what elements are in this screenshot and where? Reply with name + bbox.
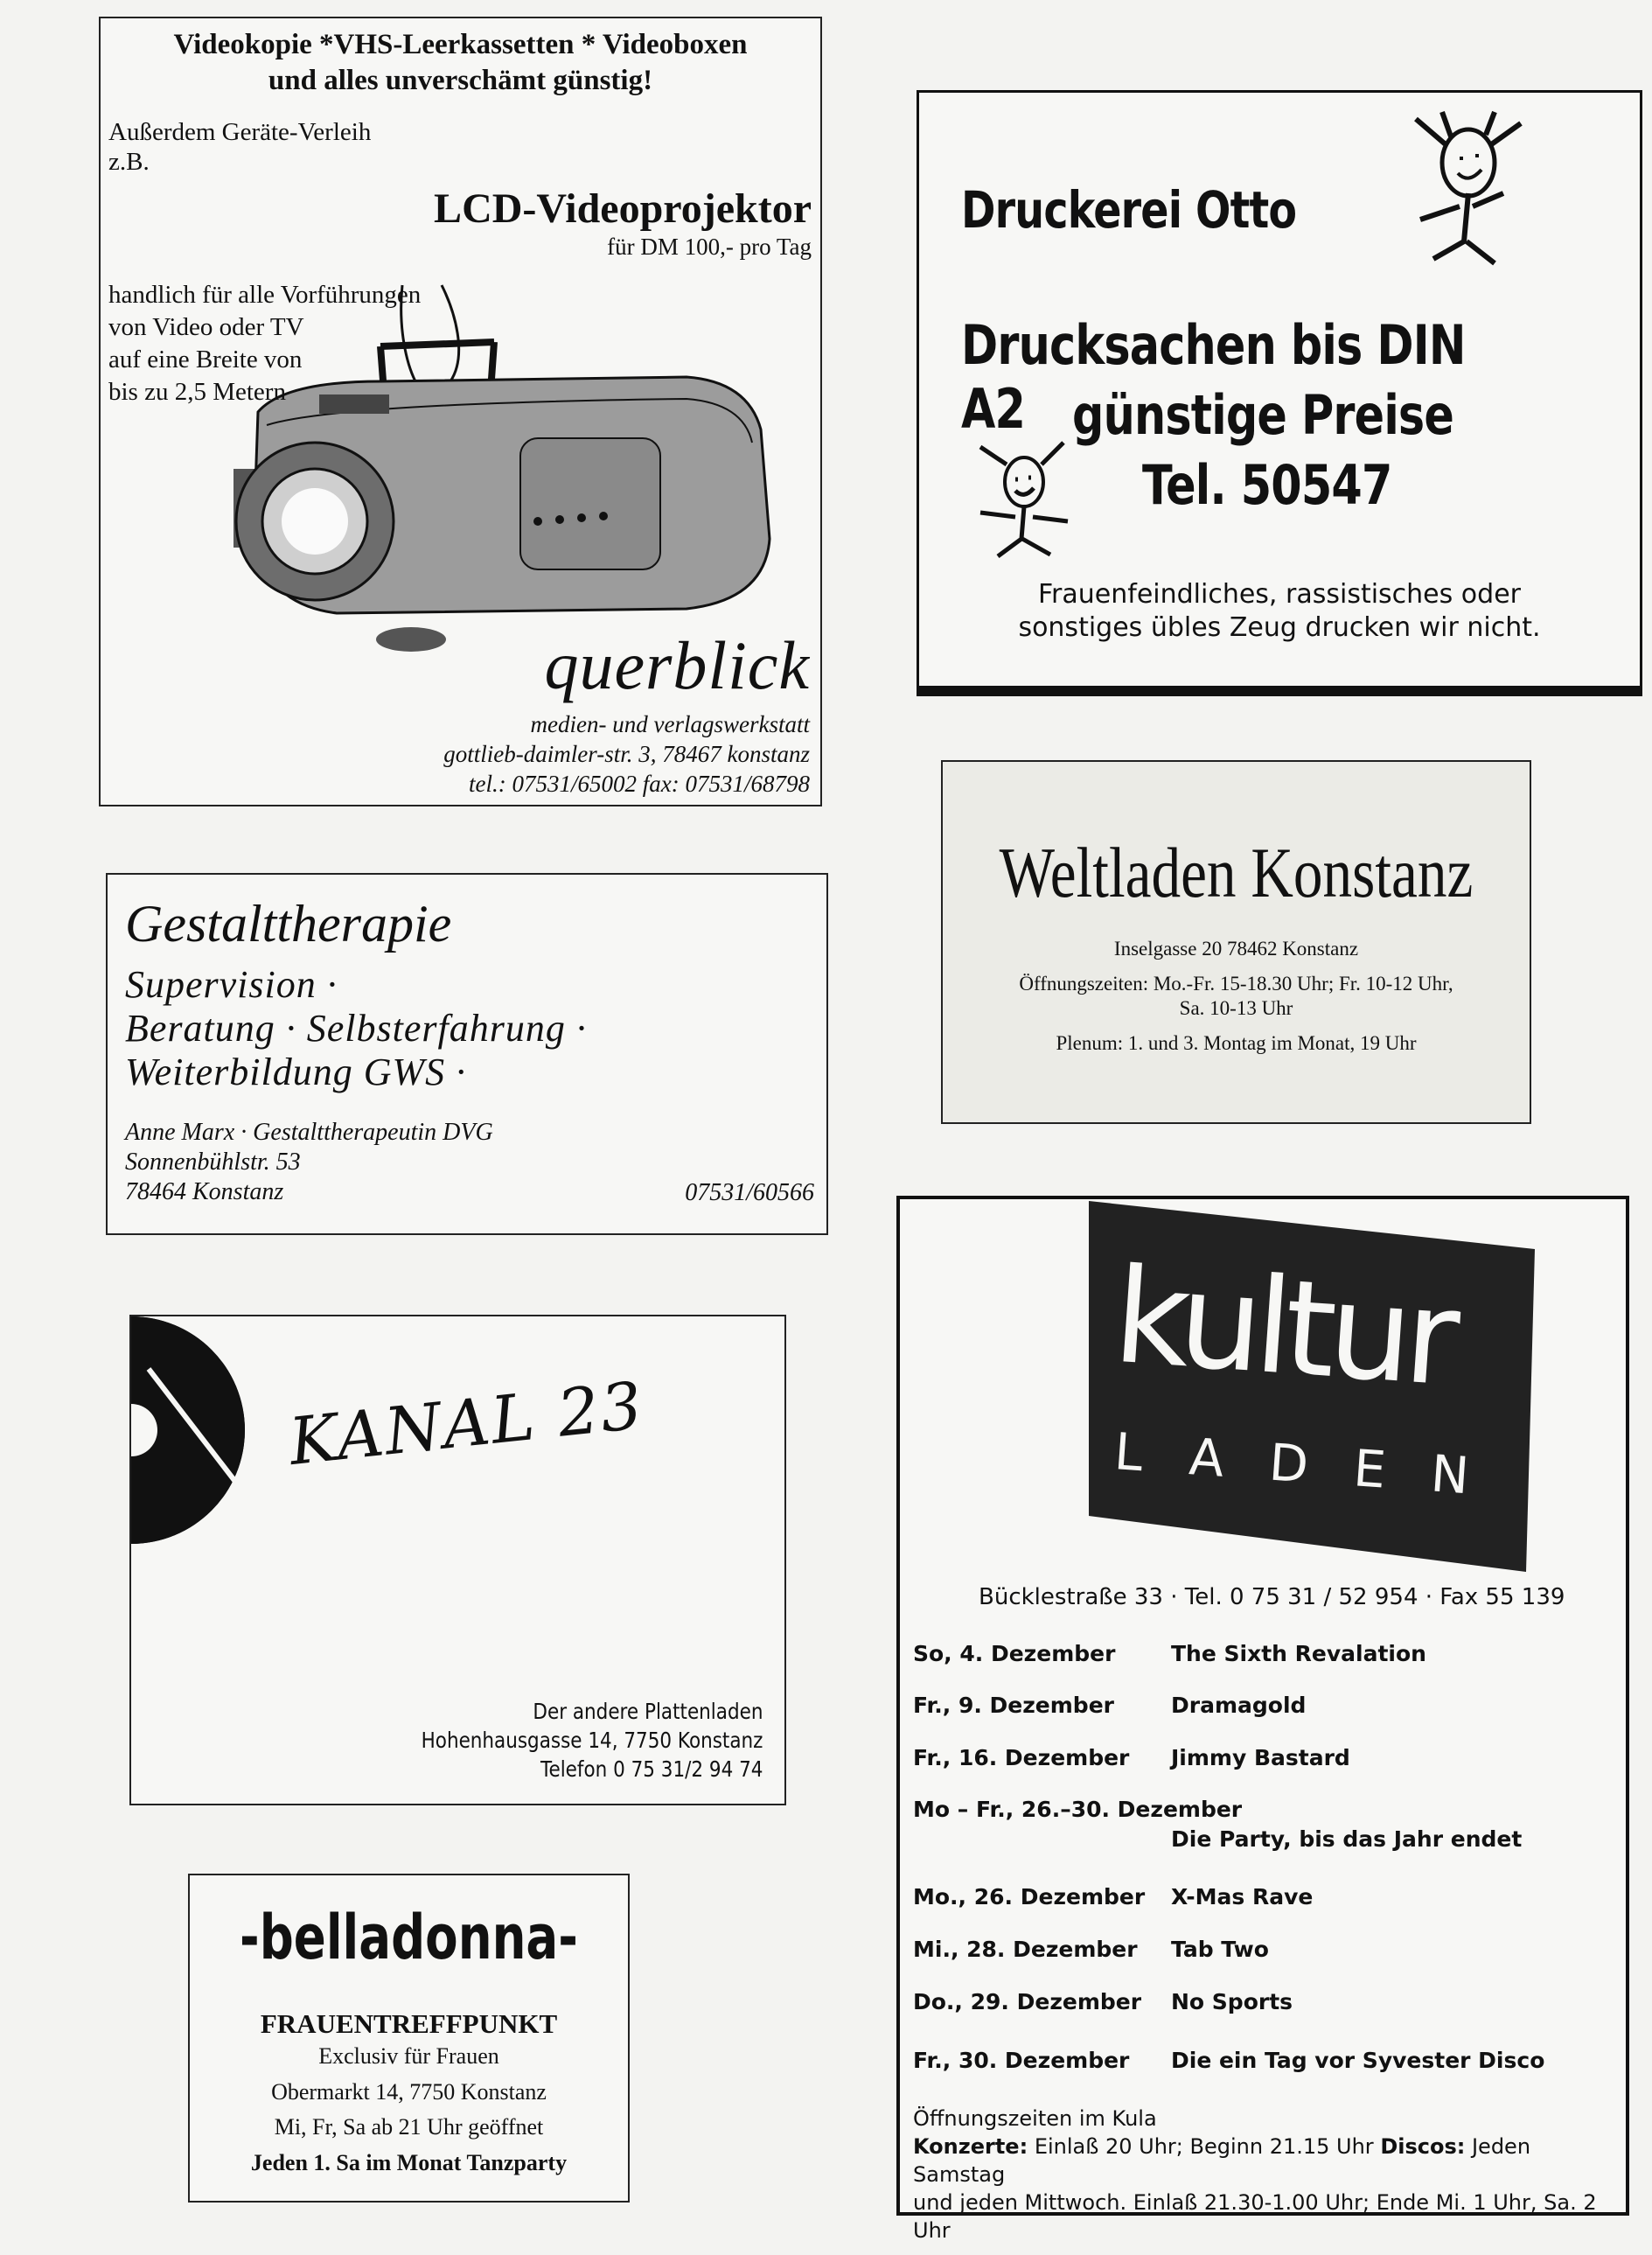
lcd-desc-3: auf eine Breite von [108, 346, 303, 374]
gestalt-contact-2: Sonnenbühlstr. 53 [125, 1148, 301, 1176]
weltladen-hours-1: Öffnungszeiten: Mo.-Fr. 15-18.30 Uhr; Fr. 10-12 Uhr, [1019, 973, 1453, 995]
kultur-logo-sub: LADEN [1112, 1421, 1516, 1509]
event-date: Mi., 28. Dezember [913, 1937, 1138, 1962]
kanal-line-3: Telefon 0 75 31/2 94 74 [540, 1756, 763, 1782]
druckerei-line-1: Drucksachen bis DIN A2 [961, 313, 1466, 441]
druckerei-note-1: Frauenfeindliches, rassistisches oder [1037, 579, 1521, 610]
event-date: Fr., 16. Dezember [913, 1745, 1130, 1770]
kultur-hours-konzerte: Einlaß 20 Uhr; Beginn 21.15 Uhr [1028, 2134, 1381, 2159]
event-name: Die ein Tag vor Syvester Disco [1171, 2048, 1545, 2073]
weltladen-plenum: Plenum: 1. und 3. Montag im Monat, 19 Uhr [1056, 1032, 1417, 1054]
weltladen-ad [941, 760, 1531, 1124]
lcd-title: LCD-Videoprojektor [434, 185, 812, 232]
bella-line-3: Obermarkt 14, 7750 Konstanz [271, 2079, 547, 2105]
kanal-line-2: Hohenhausgasse 14, 7750 Konstanz [421, 1728, 763, 1753]
druckerei-line-2: günstige Preise [1072, 383, 1454, 447]
bella-line-4: Mi, Fr, Sa ab 21 Uhr geöffnet [274, 2114, 544, 2140]
lcd-desc-1: handlich für alle Vorführungen [108, 281, 422, 309]
event-name: Jimmy Bastard [1171, 1745, 1350, 1770]
event-date: So, 4. Dezember [913, 1641, 1116, 1666]
lcd-desc-2: von Video oder TV [108, 313, 304, 341]
weltladen-title: Weltladen Konstanz [999, 833, 1474, 912]
event-date: Fr., 30. Dezember [913, 2048, 1130, 2073]
querblick-brand: querblick [544, 627, 810, 703]
video-headline-1: Videokopie *VHS-Leerkassetten * Videoboxen [173, 29, 748, 60]
druckerei-ad [917, 90, 1642, 696]
druckerei-note-2: sonstiges übles Zeug drucken wir nicht. [1018, 612, 1541, 643]
lcd-price: für DM 100,- pro Tag [607, 234, 812, 260]
video-extra-1: Außerdem Geräte-Verleih [108, 118, 372, 146]
kanal-line-1: Der andere Plattenladen [532, 1699, 763, 1724]
kultur-hours-konzerte-label: Konzerte: [913, 2134, 1028, 2159]
druckerei-phone: Tel. 50547 [1142, 453, 1392, 517]
querblick-address: gottlieb-daimler-str. 3, 78467 konstanz [443, 741, 810, 767]
small-cartoon-figure-icon [967, 434, 1081, 565]
bella-line-2: Exclusiv für Frauen [318, 2043, 499, 2069]
kultur-hours-title: Öffnungszeiten im Kula [913, 2106, 1157, 2131]
cartoon-figure-icon [1398, 110, 1530, 276]
gestalt-title: Gestalttherapie [125, 895, 452, 953]
event-date: Mo., 26. Dezember [913, 1884, 1146, 1909]
druckerei-title: Druckerei Otto [961, 180, 1297, 240]
event-name: X-Mas Rave [1171, 1884, 1314, 1909]
belladonna-title: -belladonna- [240, 1902, 578, 1973]
event-name: Dramagold [1171, 1693, 1307, 1718]
weltladen-address: Inselgasse 20 78462 Konstanz [1113, 938, 1359, 960]
event-name: Die Party, bis das Jahr endet [1171, 1826, 1523, 1852]
kultur-hours-discos: Jeden Samstag [913, 2134, 1531, 2187]
querblick-phone: tel.: 07531/65002 fax: 07531/68798 [469, 771, 810, 797]
video-headline-2: und alles unverschämt günstig! [268, 65, 653, 96]
gestalttherapie-ad [106, 873, 828, 1235]
kulturladen-ad [896, 1196, 1629, 2243]
event-date: Fr., 9. Dezember [913, 1693, 1114, 1718]
kanal23-ad [129, 1315, 786, 1805]
lcd-desc-4: bis zu 2,5 Metern [108, 378, 286, 406]
gestalt-line-2: Beratung · Selbsterfahrung · [125, 1007, 587, 1050]
kultur-contact: Bücklestraße 33 · Tel. 0 75 31 / 52 954 · Fax 55 139 [979, 1584, 1565, 1610]
event-name: Tab Two [1171, 1937, 1269, 1962]
weltladen-hours-2: Sa. 10-13 Uhr [1179, 997, 1293, 1019]
kultur-logo-word: kultur [1109, 1239, 1458, 1416]
querblick-sub-1: medien- und verlagswerkstatt [530, 711, 810, 737]
gestalt-contact-3: 78464 Konstanz [125, 1178, 284, 1205]
bella-line-5: Jeden 1. Sa im Monat Tanzparty [250, 2150, 568, 2175]
video-extra-2: z.B. [108, 148, 150, 176]
event-date: Do., 29. Dezember [913, 1989, 1142, 2014]
gestalt-phone: 07531/60566 [685, 1179, 814, 1206]
kanal23-logo: KANAL 23 [285, 1367, 648, 1481]
event-date: Mo – Fr., 26.–30. Dezember [913, 1797, 1243, 1822]
gestalt-contact-1: Anne Marx · Gestalttherapeutin DVG [125, 1119, 493, 1146]
event-name: The Sixth Revalation [1171, 1641, 1426, 1666]
bella-line-1: FRAUENTREFFPUNKT [260, 2008, 558, 2039]
querblick-ad [99, 17, 822, 806]
kultur-hours-2: und jeden Mittwoch. Einlaß 21.30-1.00 Uhr; Ende Mi. 1 Uhr, Sa. 2 Uhr [913, 2190, 1597, 2243]
belladonna-ad [188, 1874, 630, 2203]
gestalt-line-3: Weiterbildung GWS · [125, 1051, 467, 1093]
gestalt-line-1: Supervision · [125, 963, 338, 1006]
event-name: No Sports [1171, 1989, 1293, 2014]
kultur-hours-discos-label: Discos: [1380, 2134, 1466, 2159]
